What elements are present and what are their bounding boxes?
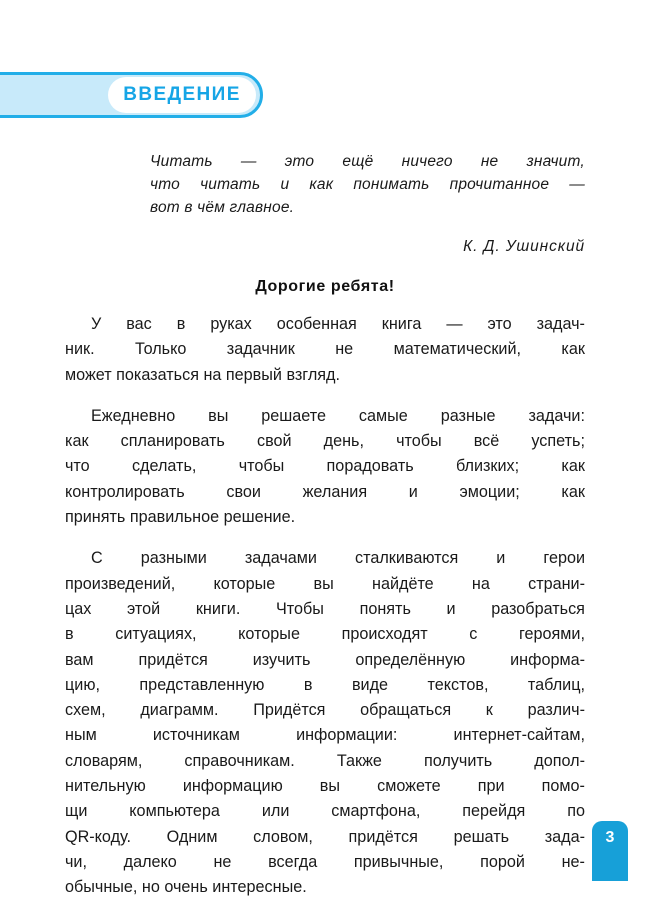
paragraph-line bbox=[65, 698, 585, 723]
paragraph-line: может показаться на первый взгляд. bbox=[65, 365, 340, 384]
word: книги. bbox=[195, 599, 241, 618]
word: определённую bbox=[355, 650, 466, 669]
word: цах bbox=[65, 599, 92, 618]
paragraph-1 bbox=[65, 312, 585, 388]
word: интернет-сайтам, bbox=[453, 726, 585, 745]
word: компьютера bbox=[129, 802, 220, 821]
word: как bbox=[65, 432, 89, 451]
paragraph-line bbox=[65, 648, 585, 673]
section-banner-pill bbox=[108, 77, 256, 113]
word: сможете bbox=[377, 777, 441, 796]
word: задачник bbox=[226, 340, 295, 359]
word: различ- bbox=[527, 701, 585, 720]
paragraph-line bbox=[65, 749, 585, 774]
word: значит, bbox=[526, 153, 585, 170]
word: порадовать bbox=[326, 457, 414, 476]
word: С bbox=[91, 549, 103, 568]
word: в bbox=[176, 315, 186, 333]
word: ещё bbox=[342, 153, 374, 170]
word: в bbox=[65, 625, 74, 644]
word: вы bbox=[319, 777, 341, 796]
word: задач- bbox=[536, 315, 585, 333]
word: вы bbox=[208, 406, 229, 425]
word: Одним bbox=[166, 827, 218, 846]
word: и bbox=[496, 549, 506, 568]
word: нительную bbox=[65, 777, 146, 796]
word: разными bbox=[140, 549, 207, 568]
word: на bbox=[471, 574, 490, 593]
word: близких; bbox=[455, 457, 520, 476]
word: сталкиваются bbox=[355, 549, 459, 568]
word: придётся bbox=[138, 650, 208, 669]
word: источникам bbox=[152, 726, 240, 745]
word: ситуациях, bbox=[115, 625, 197, 644]
word: придётся bbox=[348, 827, 418, 846]
word: самые bbox=[358, 406, 408, 425]
paragraph-line bbox=[65, 480, 585, 505]
word: зада- bbox=[544, 827, 585, 846]
word: или bbox=[261, 802, 290, 821]
word: книга bbox=[381, 315, 422, 333]
word: вы bbox=[313, 574, 334, 593]
paragraph-line: обычные, но очень интересные. bbox=[65, 878, 307, 897]
paragraph-line bbox=[65, 622, 585, 647]
paragraph-line bbox=[65, 825, 585, 850]
word: желания bbox=[302, 482, 368, 501]
page-number: 3 bbox=[605, 829, 615, 846]
section-title: ВВЕДЕНИЕ bbox=[123, 84, 241, 105]
paragraph-3 bbox=[65, 546, 585, 900]
word: получить bbox=[423, 751, 493, 770]
word: с bbox=[469, 625, 478, 644]
word: обращаться bbox=[360, 701, 452, 720]
word: это bbox=[284, 153, 315, 170]
word: всё bbox=[473, 432, 500, 451]
paragraph-2 bbox=[65, 404, 585, 530]
paragraph-line bbox=[65, 723, 585, 748]
word: особенная bbox=[276, 315, 357, 333]
word: которые bbox=[213, 574, 276, 593]
word: информа- bbox=[510, 650, 585, 669]
word: справочникам. bbox=[184, 751, 295, 770]
word: информации: bbox=[296, 726, 398, 745]
word: герои bbox=[543, 549, 585, 568]
word: задачи: bbox=[528, 406, 585, 425]
paragraph-line bbox=[65, 572, 585, 597]
word: как bbox=[561, 457, 585, 476]
word: ничего bbox=[401, 153, 453, 170]
word: вам bbox=[65, 650, 94, 669]
word: по bbox=[567, 802, 585, 821]
word: далеко bbox=[123, 852, 177, 871]
word: разные bbox=[440, 406, 496, 425]
epigraph-line: вот в чём главное. bbox=[150, 199, 295, 216]
word: привычные, bbox=[353, 852, 444, 871]
page-content bbox=[65, 150, 585, 901]
paragraph-line bbox=[65, 673, 585, 698]
epigraph bbox=[65, 150, 585, 219]
word: таблиц, bbox=[527, 675, 585, 694]
word: вас bbox=[126, 315, 152, 333]
word: страни- bbox=[528, 574, 585, 593]
word: руках bbox=[210, 315, 252, 333]
paragraph-line bbox=[65, 337, 585, 362]
word: Только bbox=[134, 340, 187, 359]
word: Ежедневно bbox=[91, 406, 176, 425]
word: ник. bbox=[65, 340, 95, 359]
word: произведений, bbox=[65, 574, 176, 593]
epigraph-line bbox=[65, 173, 585, 196]
paragraph-line bbox=[65, 454, 585, 479]
word: свой bbox=[256, 432, 292, 451]
word: это bbox=[487, 315, 512, 333]
paragraph-line bbox=[65, 774, 585, 799]
word: успеть; bbox=[531, 432, 585, 451]
word: свои bbox=[226, 482, 261, 501]
word: — bbox=[446, 315, 463, 333]
word: информацию bbox=[182, 777, 283, 796]
word: представленную bbox=[139, 675, 265, 694]
word: словарям, bbox=[65, 751, 143, 770]
word: решаете bbox=[261, 406, 326, 425]
word: Также bbox=[336, 751, 382, 770]
word: ным bbox=[65, 726, 97, 745]
word: чтобы bbox=[238, 457, 285, 476]
word: день, bbox=[323, 432, 364, 451]
word: не bbox=[213, 852, 232, 871]
paragraph-line bbox=[65, 799, 585, 824]
word: — bbox=[569, 176, 585, 193]
word: У bbox=[91, 315, 102, 333]
word: как bbox=[561, 482, 585, 501]
word: виде bbox=[351, 675, 389, 694]
word: помо- bbox=[541, 777, 585, 796]
word: Чтобы bbox=[276, 599, 324, 618]
word: не bbox=[480, 153, 499, 170]
word: контролировать bbox=[65, 482, 185, 501]
word: к bbox=[485, 701, 493, 720]
word: не bbox=[335, 340, 354, 359]
word: как bbox=[561, 340, 585, 359]
word: перейдя bbox=[462, 802, 526, 821]
word: понимать bbox=[353, 176, 430, 193]
word: читать bbox=[200, 176, 261, 193]
word: чи, bbox=[65, 852, 87, 871]
word: которые bbox=[238, 625, 300, 644]
paragraph-line bbox=[65, 546, 585, 571]
word: изучить bbox=[252, 650, 311, 669]
greeting-heading: Дорогие ребята! bbox=[255, 278, 395, 295]
word: задачами bbox=[244, 549, 317, 568]
word: математический, bbox=[393, 340, 522, 359]
word: всегда bbox=[268, 852, 318, 871]
word: диаграмм. bbox=[140, 701, 219, 720]
word: цию, bbox=[65, 675, 100, 694]
word: сделать, bbox=[131, 457, 197, 476]
paragraph-line bbox=[65, 404, 585, 429]
page-number-tab bbox=[592, 821, 628, 881]
word: происходят bbox=[341, 625, 428, 644]
word: героями, bbox=[518, 625, 585, 644]
word: Придётся bbox=[253, 701, 326, 720]
word: понять bbox=[359, 599, 411, 618]
word: QR-коду. bbox=[65, 827, 131, 846]
word: и bbox=[280, 176, 290, 193]
epigraph-line bbox=[65, 150, 585, 173]
word: спланировать bbox=[120, 432, 225, 451]
word: — bbox=[240, 153, 257, 170]
word: допол- bbox=[534, 751, 585, 770]
epigraph-attribution: К. Д. Ушинский bbox=[463, 238, 585, 255]
paragraph-line bbox=[65, 429, 585, 454]
word: схем, bbox=[65, 701, 106, 720]
word: щи bbox=[65, 802, 88, 821]
word: при bbox=[477, 777, 505, 796]
word: в bbox=[303, 675, 313, 694]
paragraph-line bbox=[65, 312, 585, 337]
word: чтобы bbox=[396, 432, 442, 451]
word: смартфона, bbox=[331, 802, 421, 821]
paragraph-line bbox=[65, 597, 585, 622]
word: что bbox=[65, 457, 90, 476]
word: что bbox=[150, 176, 180, 193]
word: эмоции; bbox=[459, 482, 520, 501]
word: Читать bbox=[150, 153, 213, 170]
word: не- bbox=[561, 852, 585, 871]
word: прочитанное bbox=[449, 176, 550, 193]
word: порой bbox=[480, 852, 525, 871]
word: текстов, bbox=[427, 675, 489, 694]
word: найдёте bbox=[372, 574, 434, 593]
word: решать bbox=[453, 827, 510, 846]
word: этой bbox=[127, 599, 161, 618]
paragraph-line bbox=[65, 850, 585, 875]
paragraph-line: принять правильное решение. bbox=[65, 508, 296, 527]
word: и bbox=[408, 482, 418, 501]
word: разобраться bbox=[491, 599, 585, 618]
word: и bbox=[446, 599, 456, 618]
word: как bbox=[309, 176, 334, 193]
word: словом, bbox=[253, 827, 313, 846]
